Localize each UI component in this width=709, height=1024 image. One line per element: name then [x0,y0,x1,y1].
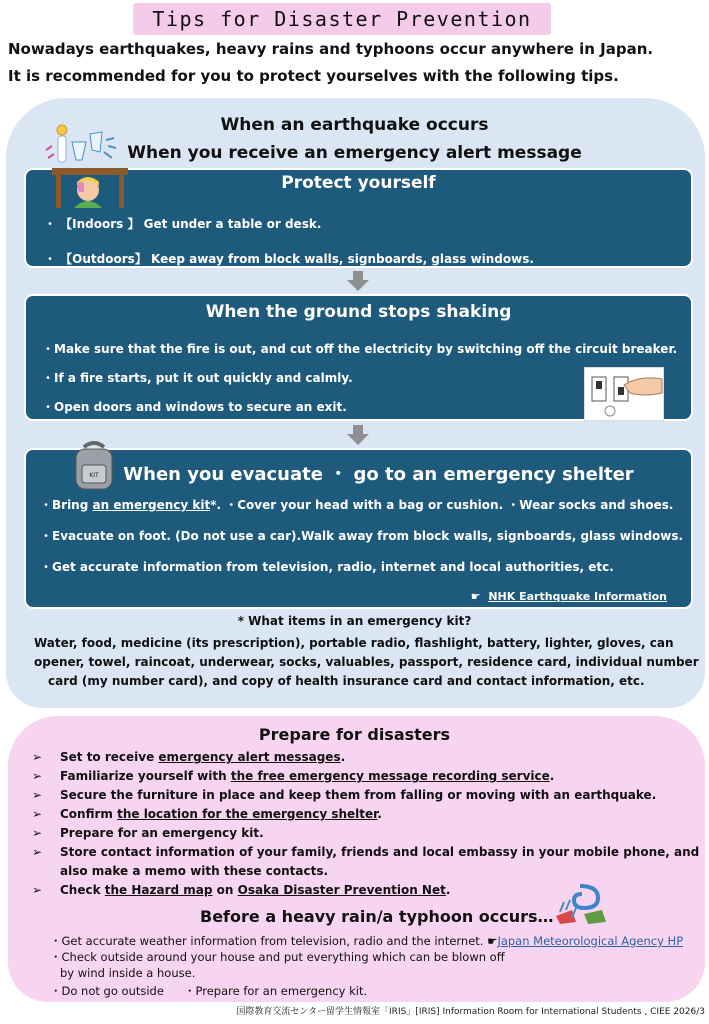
text: on [212,883,238,897]
svg-text:KIT: KIT [89,472,99,479]
nhk-earthquake-link[interactable]: NHK Earthquake Information [488,590,667,603]
rain-item-stay-inside: ・Do not go outside [50,984,164,998]
footer-credit: 国際教育交流センター留学生情報室「IRIS」[IRIS] Information Room for International Students , CIEE 2026/3 [236,1007,705,1017]
prepare-item-contacts-cont: also make a memo with these contacts. [60,864,329,878]
text: . [549,769,555,783]
prepare-item-contacts [32,845,700,859]
evacuate-item-bring-kit [40,496,673,513]
stops-item-fire-starts: ・If a fire starts, put it out quickly and calmly. [42,371,353,385]
osaka-disaster-link[interactable]: Osaka Disaster Prevention Net [237,883,446,897]
shelter-location-link[interactable]: the location for the emergency shelter [117,807,378,821]
stops-shaking-title: When the ground stops shaking [205,302,512,322]
evacuate-item-information: ・Get accurate information from television, radio, internet and local authorities, etc. [40,560,614,574]
evacuate-item-on-foot: ・Evacuate on foot. (Do not use a car).Walk away from block walls, signboards, glass windows. [40,529,684,543]
prepare-item-furniture [32,788,657,802]
emergency-alert-link[interactable]: emergency alert messages [158,750,341,764]
emergency-kit-link[interactable]: an emergency kit [92,498,211,512]
text: ・Get accurate weather information from television, radio and the internet. [50,934,484,948]
text: Set to receive [60,750,159,764]
arrow-down-icon [347,425,369,445]
arrow-bullet-icon: ➢ [32,750,43,764]
rain-item-weather [50,933,683,949]
arrow-bullet-icon: ➢ [32,845,43,859]
stops-item-open-doors: ・Open doors and windows to secure an exit. [42,400,347,414]
prepare-item-alerts [32,750,346,764]
text: . [340,750,346,764]
prepare-item-hazard [32,883,451,897]
prepare-item-kit [32,826,264,840]
evacuate-title: When you evacuate ・ go to an emergency shelter [123,464,634,485]
arrow-bullet-icon: ➢ [32,807,43,821]
kit-line-2: opener, towel, raincoat, underwear, socks, valuables, passport, residence card, individual number [34,655,699,669]
text: Confirm [60,807,118,821]
nhk-info [471,590,667,603]
prepare-item-recording [32,769,555,783]
text: Check [60,883,105,897]
arrow-bullet-icon: ➢ [32,826,43,840]
alert-heading: When you receive an emergency alert message [127,143,582,163]
kit-line-1: Water, food, medicine (its prescription), portable radio, flashlight, battery, lighter, gloves, can [34,636,674,650]
arrow-down-icon [347,271,369,291]
pointing-hand-icon: ☛ [470,590,481,603]
text: . [445,883,451,897]
text: Familiarize yourself with [60,769,231,783]
text: Prepare for an emergency kit. [60,826,264,840]
message-recording-link[interactable]: the free emergency message recording service [230,769,550,783]
pointing-hand-icon: ☛ [487,934,498,948]
person-under-table-icon [50,164,130,210]
text: . [377,807,382,821]
page-title: Tips for Disaster Prevention [133,3,551,35]
bring-suffix: *. ・Cover your head with a bag or cushion. ・Wear socks and shoes. [210,498,674,512]
evacuate-panel [24,448,693,609]
text: Secure the furniture in place and keep them from falling or moving with an earthquake. [60,788,657,802]
text: Store contact information of your family, friends and local embassy in your mobile phone, and [60,845,700,859]
intro-line-2: It is recommended for you to protect yourselves with the following tips. [8,67,619,85]
earthquake-heading: When an earthquake occurs [220,115,489,135]
jma-link[interactable]: Japan Meteorological Agency HP [497,934,684,948]
circuit-breaker-icon [584,367,664,421]
kit-heading: * What items in an emergency kit? [237,614,472,628]
prepare-heading: Prepare for disasters [258,725,451,744]
bring-prefix: ・Bring [40,498,93,512]
hazard-map-link[interactable]: the Hazard map [104,883,213,897]
typhoon-icon [550,880,610,924]
arrow-bullet-icon: ➢ [32,883,43,897]
emergency-backpack-icon [70,441,118,491]
rain-heading: Before a heavy rain/a typhoon occurs… [200,907,554,926]
prepare-item-shelter [32,807,382,821]
rain-item-check-outside-cont: by wind inside a house. [60,966,196,980]
protect-item-indoors: ・ 【Indoors 】 Get under a table or desk. [44,217,322,231]
kit-line-3: card (my number card), and copy of health insurance card and contact information, etc. [48,674,645,688]
stops-item-fire-out: ・Make sure that the fire is out, and cut off the electricity by switching off the circuit breaker. [42,342,678,356]
arrow-bullet-icon: ➢ [32,769,43,783]
protect-item-outdoors: ・ 【Outdoors】 Keep away from block walls, signboards, glass windows. [44,252,534,266]
rain-item-kit: ・Prepare for an emergency kit. [184,984,368,998]
intro-line-1: Nowadays earthquakes, heavy rains and typhoons occur anywhere in Japan. [8,40,654,58]
arrow-bullet-icon: ➢ [32,788,43,802]
rain-item-check-outside: ・Check outside around your house and put everything which can be blown off [50,950,505,964]
protect-yourself-title: Protect yourself [281,173,436,193]
